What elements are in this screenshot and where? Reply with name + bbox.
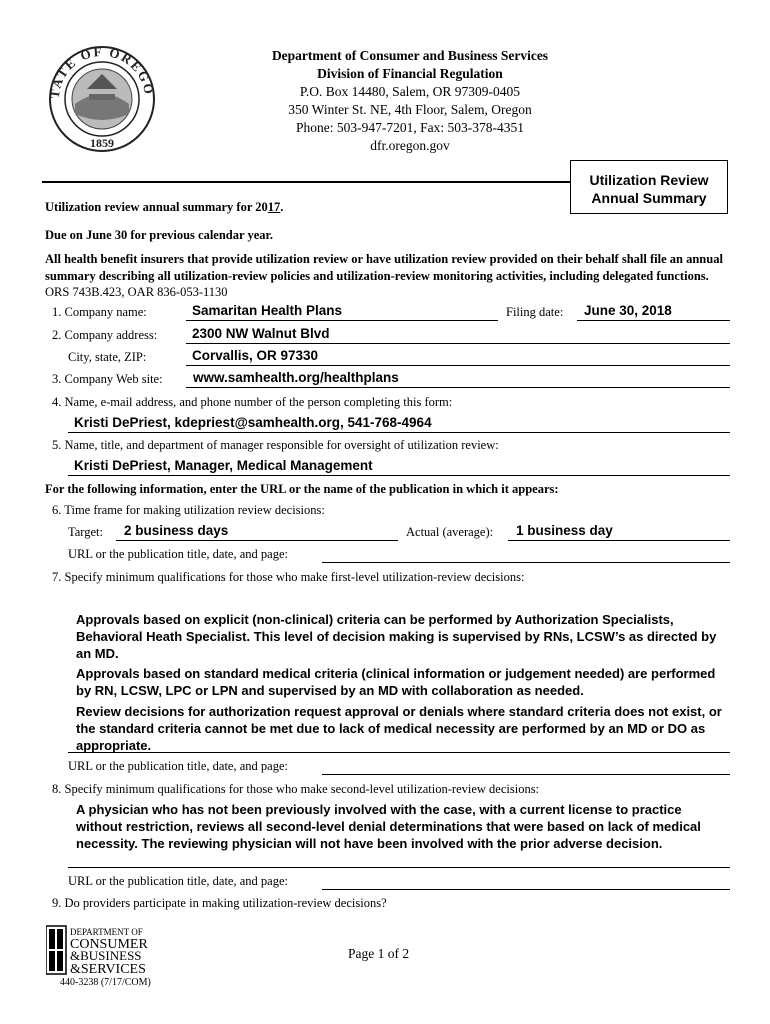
q7-answer-p1[interactable]: Approvals based on explicit (non-clinical) criteria can be performed by Authorization Specialists, Behavioral Heath Specialist. This level of decision making is supervised by RNs, LCSW’s as directed by an MD. bbox=[76, 612, 717, 661]
contact-field[interactable]: Kristi DePriest, kdepriest@samhealth.org, 541-768-4964 bbox=[74, 415, 432, 430]
target-label: Target: bbox=[68, 525, 103, 539]
city-field[interactable]: Corvallis, OR 97330 bbox=[192, 348, 319, 363]
intro-bold: All health benefit insurers that provide utilization review or have utilization review provided on their behalf shall file an annual summary describing all utilization-review policies and utilization-review monitoring activities, including delegated functions. bbox=[45, 252, 723, 283]
seal-year: 1859 bbox=[90, 136, 114, 150]
dcbs-logo bbox=[46, 925, 166, 979]
q7-answer-p2[interactable]: Approvals based on standard medical criteria (clinical information or judgement needed) are performed by RN, LCSW, LPC or LPN and supervised by an MD with collaboration as needed. bbox=[76, 666, 716, 698]
q1-label: 1. Company name: bbox=[52, 305, 147, 319]
city-label: City, state, ZIP: bbox=[68, 350, 147, 364]
q6-label: 6. Time frame for making utilization review decisions: bbox=[52, 503, 325, 517]
q2-label: 2. Company address: bbox=[52, 328, 158, 342]
contact-line bbox=[68, 432, 730, 433]
page-number: Page 1 of 2 bbox=[348, 946, 410, 961]
website-field[interactable]: www.samhealth.org/healthplans bbox=[193, 370, 399, 385]
svg-text:&BUSINESS: &BUSINESS bbox=[70, 948, 142, 963]
company-name-line bbox=[186, 320, 498, 321]
q8-answer-line bbox=[68, 867, 730, 868]
due-date-text: Due on June 30 for previous calendar year. bbox=[45, 228, 274, 242]
q9-label: 9. Do providers participate in making utilization-review decisions? bbox=[52, 896, 387, 910]
intro-ref: ORS 743B.423, OAR 836-053-1130 bbox=[45, 285, 228, 299]
q6-url-line[interactable] bbox=[322, 562, 730, 563]
actual-line bbox=[508, 540, 730, 541]
following-instruction: For the following information, enter the URL or the name of the publication in which it appears: bbox=[45, 482, 559, 496]
q3-label: 3. Company Web site: bbox=[52, 372, 163, 386]
company-address-field[interactable]: 2300 NW Walnut Blvd bbox=[192, 326, 330, 341]
q7-url-label: URL or the publication title, date, and page: bbox=[68, 759, 288, 773]
agency-header bbox=[180, 47, 640, 155]
company-address-line bbox=[186, 343, 730, 344]
q5-label: 5. Name, title, and department of manager responsible for oversight of utilization review: bbox=[52, 438, 499, 452]
summary-year-line bbox=[45, 200, 283, 215]
seal-top-text: TATE OF OREGO bbox=[47, 44, 157, 100]
header-rule bbox=[42, 181, 570, 183]
logo-line1: DEPARTMENT OF bbox=[70, 927, 143, 937]
filing-date-line bbox=[577, 320, 730, 321]
city-line bbox=[186, 365, 730, 366]
q7-label: 7. Specify minimum qualifications for those who make first-level utilization-review decisions: bbox=[52, 570, 525, 584]
header-line2: Division of Financial Regulation bbox=[317, 66, 503, 81]
logo-line2: CONSUMER bbox=[70, 937, 148, 952]
q8-url-line[interactable] bbox=[322, 889, 730, 890]
state-seal bbox=[47, 44, 157, 154]
title-line2: Annual Summary bbox=[591, 190, 707, 206]
company-name-field[interactable]: Samaritan Health Plans bbox=[192, 303, 343, 318]
summary-prefix: Utilization review annual summary for 20 bbox=[45, 200, 268, 214]
intro-paragraph bbox=[45, 251, 735, 301]
summary-suffix: . bbox=[280, 200, 284, 214]
logo-line4: SERVICES bbox=[80, 962, 146, 977]
q4-label: 4. Name, e-mail address, and phone number of the person completing this form: bbox=[52, 395, 453, 409]
actual-label: Actual (average): bbox=[406, 525, 494, 539]
svg-text:&SERVICES: &SERVICES bbox=[70, 962, 146, 977]
header-line6: dfr.oregon.gov bbox=[370, 138, 450, 153]
target-line bbox=[116, 540, 398, 541]
header-line1: Department of Consumer and Business Services bbox=[271, 48, 549, 63]
q7-answer-p3[interactable]: Review decisions for authorization request approval or denials where standard criteria does not exist, or the standard criteria cannot be met due to lack of medical necessity are performed by an MD or DO as appropriate. bbox=[76, 704, 722, 753]
target-field[interactable]: 2 business days bbox=[124, 523, 229, 538]
q8-url-label: URL or the publication title, date, and page: bbox=[68, 874, 288, 888]
q6-url-label: URL or the publication title, date, and page: bbox=[68, 547, 288, 561]
summary-year-field[interactable]: 17 bbox=[267, 200, 281, 214]
q7-answer-line bbox=[68, 752, 730, 753]
filing-date-label: Filing date: bbox=[506, 305, 564, 319]
title-line1: Utilization Review bbox=[589, 172, 709, 188]
manager-line bbox=[68, 475, 730, 476]
website-line bbox=[186, 387, 730, 388]
q8-label: 8. Specify minimum qualifications for those who make second-level utilization-review decisions: bbox=[52, 782, 540, 796]
header-line5: Phone: 503-947-7201, Fax: 503-378-4351 bbox=[296, 120, 524, 135]
q8-answer-p1[interactable]: A physician who has not been previously involved with the case, with a current license to practice without restriction, reviews all second-level denial determinations that were based on lack of medical necessity. The reviewing physician will not have been involved with the prior adverse decision. bbox=[76, 802, 701, 851]
header-line4: 350 Winter St. NE, 4th Floor, Salem, Oregon bbox=[288, 102, 532, 117]
manager-field[interactable]: Kristi DePriest, Manager, Medical Management bbox=[74, 458, 373, 473]
q7-url-line[interactable] bbox=[322, 774, 730, 775]
header-line3: P.O. Box 14480, Salem, OR 97309-0405 bbox=[299, 84, 521, 99]
logo-line3: BUSINESS bbox=[80, 948, 142, 963]
form-number: 440-3238 (7/17/COM) bbox=[60, 977, 151, 988]
filing-date-field[interactable]: June 30, 2018 bbox=[584, 303, 672, 318]
actual-field[interactable]: 1 business day bbox=[516, 523, 613, 538]
title-box bbox=[570, 160, 728, 214]
